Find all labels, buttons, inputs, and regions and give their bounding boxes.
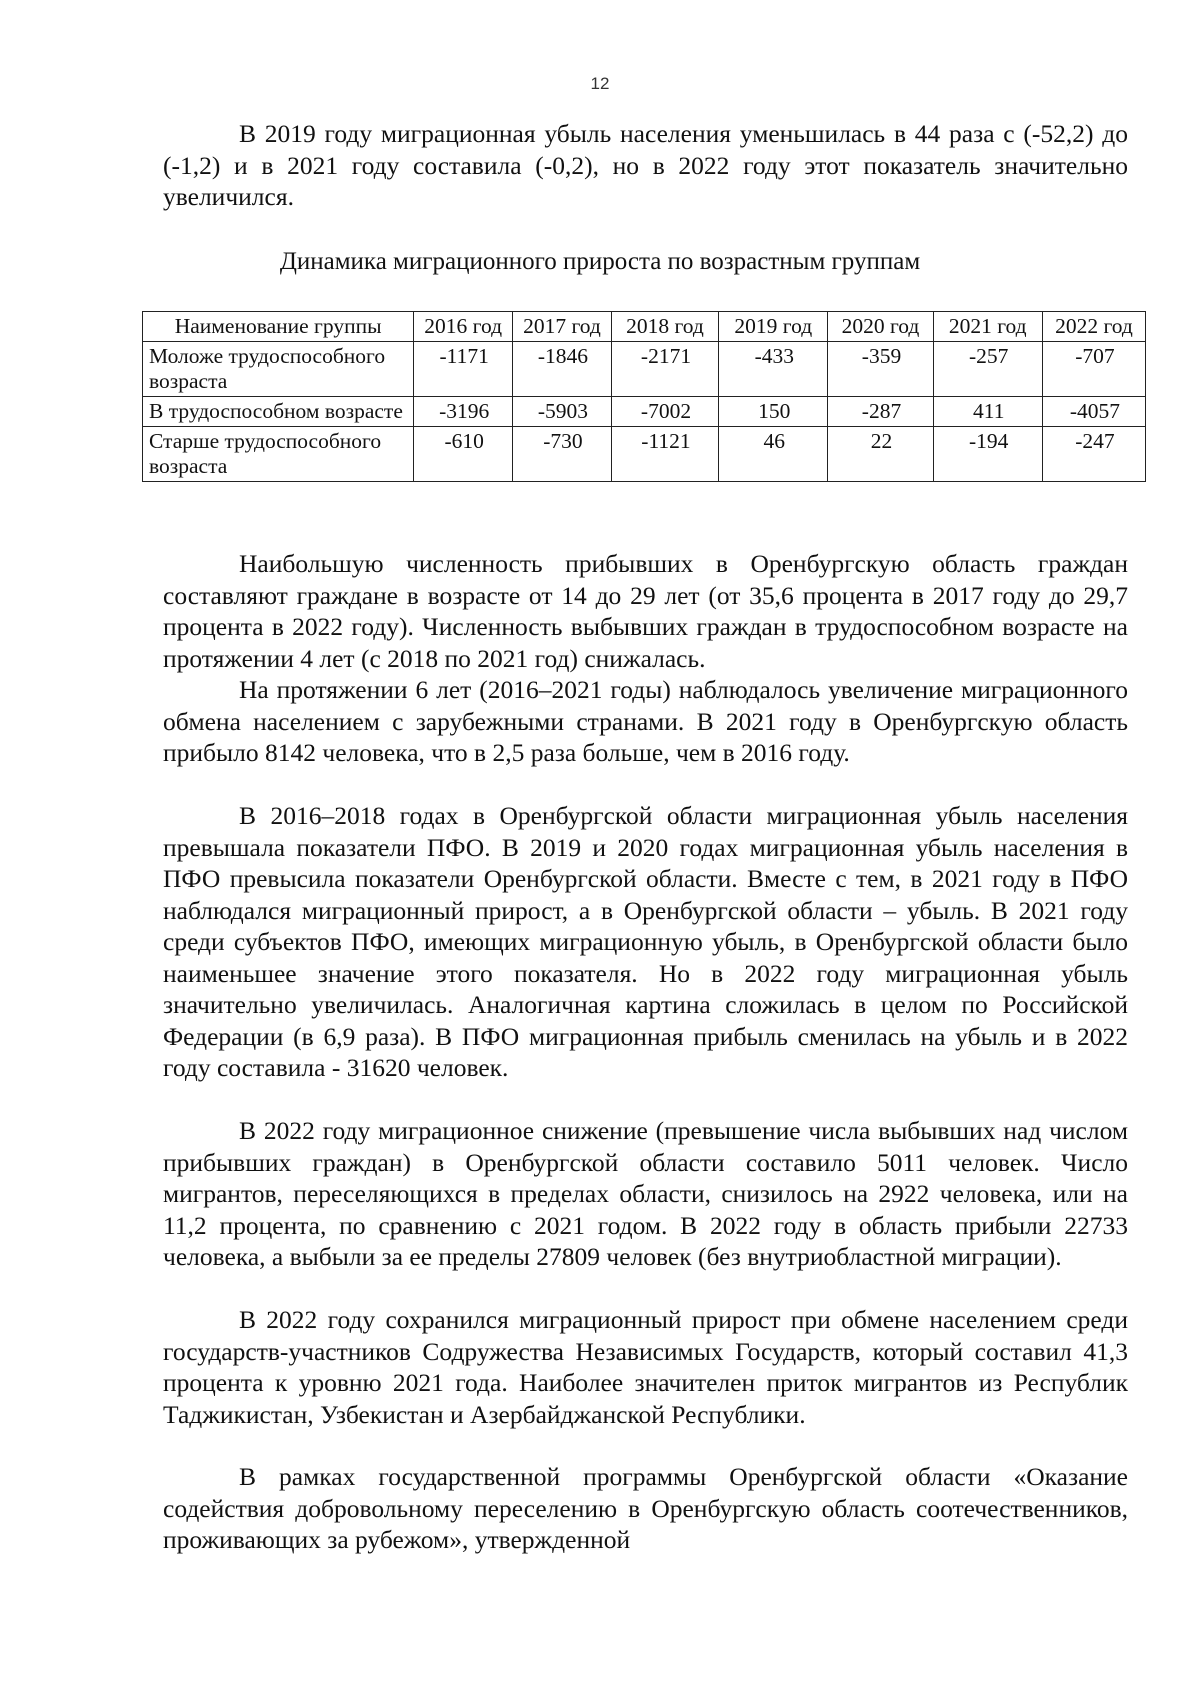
table-cell: -5903 xyxy=(513,397,612,427)
table-cell: -257 xyxy=(933,342,1042,397)
row-group-name: Моложе трудоспособного возраста xyxy=(143,342,414,397)
body-paragraph: В 2022 году миграционное снижение (превышение числа выбывших над числом прибывших граждан) в Оренбургской области составило 5011 человек. Число мигрантов, переселяющихся в пределах области, снизилось на 2922 человека, или на 11,2 процента, по сравнению с 2021 годом. В 2022 году в область прибыли 22733 человека, а выбыли за ее пределы 27809 человек (без внутриобластной миграции). xyxy=(163,1116,1128,1271)
row-group-name: Старше трудоспособного возраста xyxy=(143,427,414,482)
table-cell: 22 xyxy=(828,427,933,482)
table-cell: -359 xyxy=(828,342,933,397)
intro-paragraph: В 2019 году миграционная убыль населения уменьшилась в 44 раза с (-52,2) до (-1,2) и в 2021 году составила (-0,2), но в 2022 году этот показатель значительно увеличился. xyxy=(163,119,1128,211)
row-group-name: В трудоспособном возрасте xyxy=(143,397,414,427)
table-cell: -287 xyxy=(828,397,933,427)
table-cell: 150 xyxy=(719,397,828,427)
table-row xyxy=(143,397,1146,427)
header-year: 2018 год xyxy=(611,312,718,342)
table-cell: -247 xyxy=(1042,427,1145,482)
table-cell: -1121 xyxy=(611,427,718,482)
table-header-row xyxy=(143,312,1146,342)
header-group-name: Наименование группы xyxy=(143,312,414,342)
header-year: 2020 год xyxy=(828,312,933,342)
table-cell: 46 xyxy=(719,427,828,482)
table-cell: -433 xyxy=(719,342,828,397)
header-year: 2022 год xyxy=(1042,312,1145,342)
table-cell: -1846 xyxy=(513,342,612,397)
table-cell: -3196 xyxy=(414,397,513,427)
table-cell: -4057 xyxy=(1042,397,1145,427)
header-year: 2021 год xyxy=(933,312,1042,342)
table-cell: -707 xyxy=(1042,342,1145,397)
table-row xyxy=(143,427,1146,482)
table-row xyxy=(143,342,1146,397)
table-cell: -610 xyxy=(414,427,513,482)
table-caption: Динамика миграционного прироста по возрастным группам xyxy=(279,248,921,275)
header-year: 2017 год xyxy=(513,312,612,342)
body-paragraph: В рамках государственной программы Оренбургской области «Оказание содействия добровольному переселению в Оренбургскую область соотечественников, проживающих за рубежом», утвержденной xyxy=(163,1462,1128,1554)
header-year: 2019 год xyxy=(719,312,828,342)
migration-table xyxy=(142,311,1146,482)
table-cell: -194 xyxy=(933,427,1042,482)
body-paragraph: Наибольшую численность прибывших в Оренбургскую область граждан составляют граждане в возрасте от 14 до 29 лет (от 35,6 процента в 2017 году до 29,7 процента в 2022 году). Численность выбывших граждан в трудоспособном возрасте на протяжении 4 лет (с 2018 по 2021 год) снижалась. xyxy=(163,549,1128,673)
body-paragraph: В 2016–2018 годах в Оренбургской области миграционная убыль населения превышала показатели ПФО. В 2019 и 2020 годах миграционная убыль населения в ПФО превысила показатели Оренбургской области. Вместе с тем, в 2021 году в ПФО наблюдался миграционный прирост, а в Оренбургской области – убыль. В 2021 году среди субъектов ПФО, имеющих миграционную убыль, в Оренбургской области было наименьшее значение этого показателя. Но в 2022 году миграционная убыль значительно увеличилась. Аналогичная картина сложилась в целом по Российской Федерации (в 6,9 раза). В ПФО миграционная прибыль сменилась на убыль и в 2022 году составила - 31620 человек. xyxy=(163,801,1128,1082)
body-paragraph: В 2022 году сохранился миграционный прирост при обмене населением среди государств-участников Содружества Независимых Государств, который составил 41,3 процента к уровню 2021 года. Наиболее значителен приток мигрантов из Республик Таджикистан, Узбекистан и Азербайджанской Республики. xyxy=(163,1305,1128,1429)
page-number: 12 xyxy=(590,74,610,93)
table-cell: 411 xyxy=(933,397,1042,427)
header-year: 2016 год xyxy=(414,312,513,342)
table-cell: -2171 xyxy=(611,342,718,397)
body-paragraph: На протяжении 6 лет (2016–2021 годы) наблюдалось увеличение миграционного обмена населением с зарубежными странами. В 2021 году в Оренбургскую область прибыло 8142 человека, что в 2,5 раза больше, чем в 2016 году. xyxy=(163,675,1128,767)
table-cell: -7002 xyxy=(611,397,718,427)
table-cell: -730 xyxy=(513,427,612,482)
table-cell: -1171 xyxy=(414,342,513,397)
